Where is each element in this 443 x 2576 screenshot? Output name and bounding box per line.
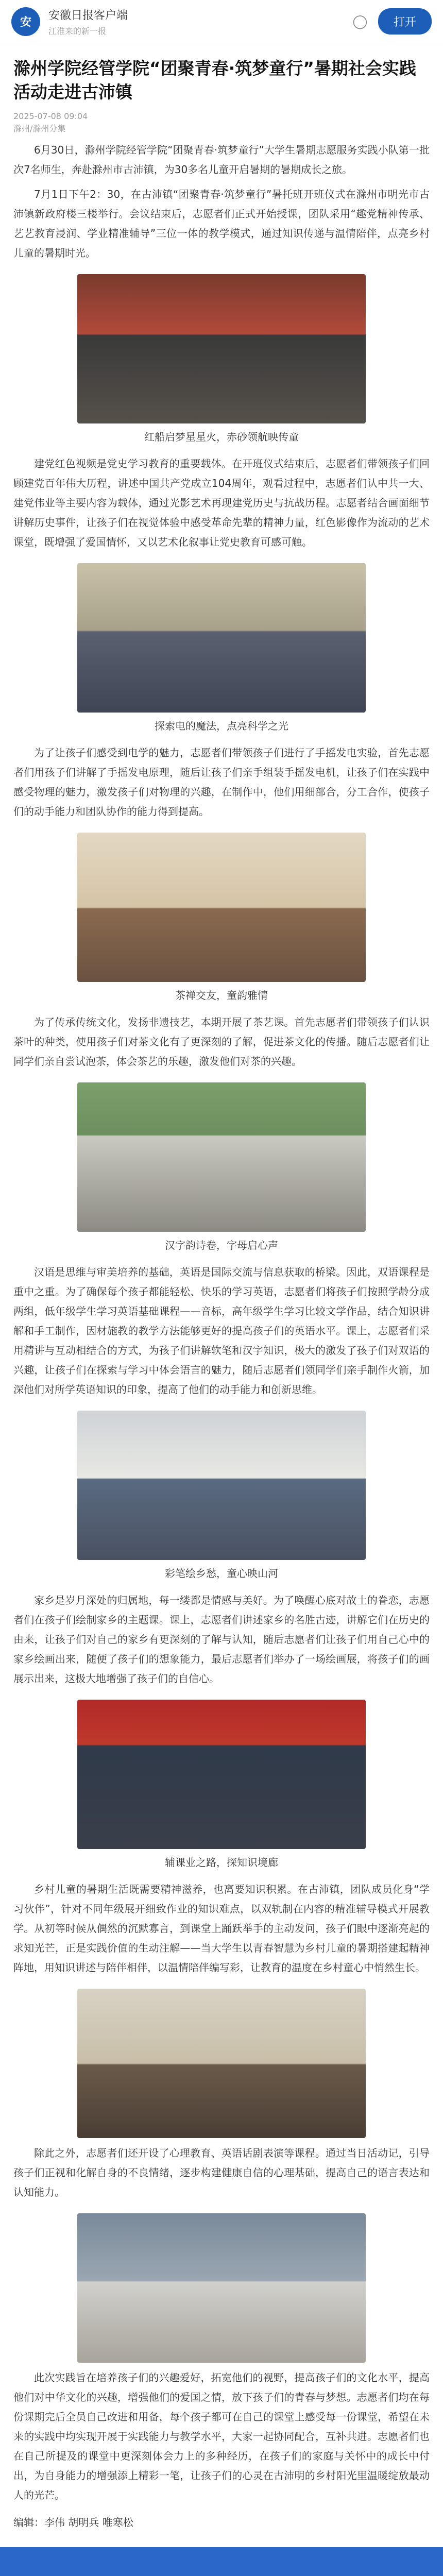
open-app-button[interactable]: 打开 — [378, 8, 432, 35]
section-photo — [77, 833, 366, 982]
section-photo — [77, 1411, 366, 1560]
editor-credit: 编辑：李伟 胡明兵 唯寒松 — [13, 2516, 133, 2529]
article-title: 滁州学院经管学院“团聚青春·筑梦童行”暑期社会实践活动走进古沛镇 — [13, 58, 416, 102]
photo-caption: 红船启梦星星火，赤砂领航映传童 — [144, 431, 299, 443]
photo-caption: 探索电的魔法，点亮科学之光 — [155, 720, 288, 732]
section-paragraph: 汉语是思维与审美培养的基础，英语是国际交流与信息获取的桥梁。因此，双语课程是重中之重。为了确保每个孩子都能轻松、快乐的学习英语，志愿者们将孩子们按照学龄分成两组，低年级学生学习英语基础课程——音标，高年级学生学习比较文学作品，结合知识讲解和手工制作，因材施教的教学方法能够更好的提高孩子们的英语水平。课上，志愿者们采用精讲与互动相结合的方式，为孩子们讲解软笔和汉字知识，极大的激发了孩子们对双语的兴趣，让孩子们在探索与学习中体会语言的魅力，随后志愿者们领同学们亲手制作火箭，加深他们对所学英语知识的印象，提高了他们的动手能力和创新思维。 — [13, 1266, 430, 1396]
section-photo — [77, 1700, 366, 1849]
photo-caption: 茶禅交友，童韵雅情 — [175, 989, 268, 1002]
section-paragraph: 建党红色视频是党史学习教育的重要载体。在开班仪式结束后，志愿者们带领孩子们回顾建党百年伟大历程，讲述中国共产党成立104周年，观看过程中，志愿者们认中共一大、建党伟业等主要内容为载体，通过光影艺术再现建党历史与抗战历程。志愿者结合画面细节讲解历史事件，让孩子们在视觉体验中感受革命先辈的精神力量，红色影像作为流动的艺术课堂，既增强了爱国情怀，又以艺术化叙事让党史教育可感可触。 — [13, 457, 430, 548]
section-paragraph: 此次实践旨在培养孩子们的兴趣爱好，拓宽他们的视野，提高孩子们的文化水平，提高他们对中华文化的兴趣，增强他们的爱国之情，放下孩子们的青春与梦想。志愿者们均在每份课期完后全员自己改进和用备，每个孩子都可在自己的课堂上感受每一份课堂，希望在未来的实践中均实现开展于实践能力与教学水平，大家一起协同配合，互补共进。志愿者们也在自己所提及的课堂中更深刻体会力上的多种经历，在孩子们的家庭与关怀中的成长中付出，为自身能力的增强添上精彩一笔，让孩子们的心灵在古沛明的乡村阳光里温暖绽放最动人的光芒。 — [13, 2371, 430, 2501]
article — [0, 43, 443, 2532]
section-paragraph: 为了传承传统文化，发扬非遗技艺，本期开展了茶艺课。首先志愿者们带领孩子们认识茶叶的种类，使用孩子们对茶文化有了更深刻的了解，促进茶文化的传播。随后志愿者们让同学们亲自尝试泡茶，体会茶艺的乐趣，激发他们对茶的兴趣。 — [13, 1016, 430, 1067]
more-icon[interactable]: ◯ — [352, 13, 368, 29]
brand-subtitle: 江淮来的新一报 — [48, 26, 107, 36]
photo-caption: 汉字韵诗卷，字母启心声 — [165, 1239, 278, 1251]
section-paragraph: 家乡是岁月深处的归属地，每一缕都是情感与美好。为了唤醒心底对故土的眷恋，志愿者们在孩子们绘制家乡的主题课。课上，志愿者们讲述家乡的名胜古迹，讲解它们在历史的由来，让孩子们对自己的家乡有更深刻的了解与认知，随后志愿者们让孩子们用自己心中的家乡绘画出来，随便了孩子们的想象能力，最后志愿者们举办了一场绘画展，将孩子们的画展示出来，这极大地增强了孩子们的自信心。 — [13, 1594, 430, 1685]
section-photo — [77, 563, 366, 713]
app-logo — [11, 7, 40, 36]
section-photo — [77, 1082, 366, 1232]
matrix-title — [0, 2547, 443, 2576]
intro-paragraph: 7月1日下午2：30，在古沛镇“团聚青春·筑梦童行”暑托班开班仪式在滁州市明光市古沛镇新政府楼三楼举行。会议结束后，志愿者们正式开始授课，团队采用“趣党精神传承、艺艺教育浸润、学业精准辅导”三位一体的教学模式，通过知识传递与温情陪伴，点亮乡村儿童的暑期时光。 — [13, 188, 430, 259]
section-photo — [77, 2213, 366, 2363]
article-date: 2025-07-08 09:04 — [13, 111, 88, 121]
section-photo — [77, 1989, 366, 2138]
logo-text: 安 — [20, 16, 31, 29]
photo-caption: 彩笔绘乡愁，童心映山河 — [165, 1567, 278, 1580]
section-paragraph: 为了让孩子们感受到电学的魅力，志愿者们带领孩子们进行了手摇发电实验，首先志愿者们用孩子们讲解了手摇发电原理，随后让孩子们亲手组装手摇发电机，让孩子们在实践中感受物理的魅力，激发孩子们对物理的兴趣，在制作中，他们用细部合，分工合作，使孩子们的动手能力和团队协作的能力得到提高。 — [13, 747, 430, 818]
photo-caption: 辅课业之路，探知识境廊 — [165, 1856, 278, 1869]
app-header — [0, 0, 443, 43]
section-paragraph: 乡村儿童的暑期生活既需要精神滋养，也离要知识积累。在古沛镇，团队成员化身“学习伙伴”，针对不同年级展开细致作业的知识难点，以双轨制在内容的精准辅导模式开展教学。从初等时候从偶然的沉默寡言，到课堂上踊跃举手的主动发问，孩子们眼中逐渐亮起的求知光芒，正是实践价值的生动注解——当大学生以青春智慧为乡村儿童的暑期搭建起精神阵地，用知识讲述与陪伴相伴，以温情陪伴编写彩，让教育的温度在乡村童心中悄然生长。 — [13, 1883, 430, 1974]
brand-name: 安徽日报客户端 — [48, 9, 128, 22]
brand — [48, 7, 128, 37]
media-matrix — [0, 2547, 443, 2576]
section-photo — [77, 274, 366, 423]
intro-paragraph: 6月30日，滁州学院经管学院“团聚青春·筑梦童行”大学生暑期志愿服务实践小队第一批次7名师生，奔赴滁州市古沛镇，为30多名儿童开启暑期的暑期成长之旅。 — [13, 144, 430, 176]
section-paragraph: 除此之外，志愿者们还开设了心理教育、英语话剧表演等课程。通过当日活动记，引导孩子们正视和化解自身的不良情绪，逐步构建健康自信的心理基础，提高自己的语言表达和认知能力。 — [13, 2147, 430, 2198]
article-source: 滁州/滁州分集 — [13, 124, 66, 133]
